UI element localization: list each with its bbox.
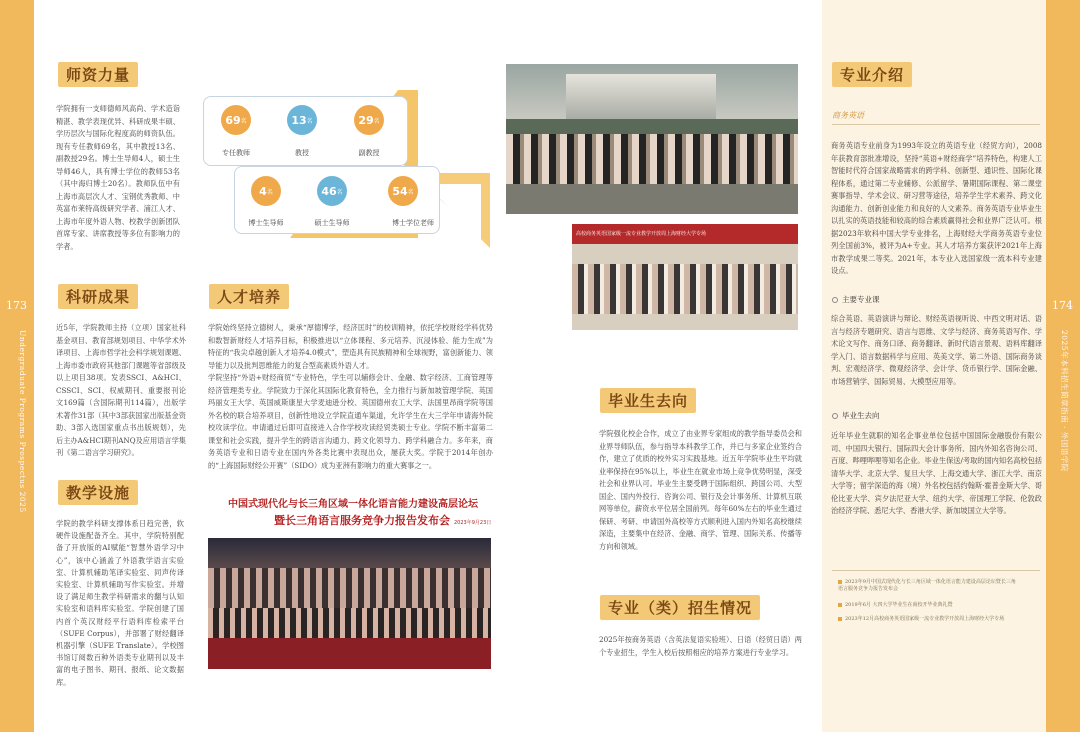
left-color-band [0, 0, 34, 732]
research-text: 近5年，学院教师主持（立项）国家社科基金项目、教育部规划项目、中华学术外译项目、上海市哲学社会科学规划课题、上海市委市政府其他部门课题等省部级及以上项目38项。发表SSCI、A&HCI、CSSCI、SCI、权威期刊、重要报刊论文169篇（含国际期刊114篇），出版学术著作31部（其中3部获国家出版基金资助、3部入选国家重点书出版规划），先后主办A&HCI期刊ANQ及应用语言学集刊《第二语言学习研究》。 [56, 323, 186, 457]
courses-title: 主要专业课 [832, 294, 880, 305]
stat-circle: 46 名 [317, 176, 347, 206]
admission-text: 2025年按商务英语（含英法复语实验班）、日语（经贸日语）两个专业招生，学生入校后按照相应的培养方案进行专业学习。 [599, 635, 802, 657]
banner-line-1: 中国式现代化与长三角区域一体化语言能力建设高层论坛 [228, 499, 478, 510]
talent-heading: 人才培养 [209, 284, 289, 309]
stat-circle: 29 名 [354, 105, 384, 135]
page-number-left: 173 [6, 299, 27, 312]
forum-group-photo [208, 538, 491, 669]
photo-note: 2023年9月中国式现代化与长三角区域一体化语言能力建设高层论坛暨长三角语言服务竞争力报告发布会 [838, 579, 1016, 592]
admission-heading: 专业（类）招生情况 [600, 595, 760, 620]
courses-text: 综合英语、英语演讲与辩论、财经英语视听说、中西文明对话、语言与经济专题研究、语言与思维、文学与经济、商务英语写作、学术论文写作、商务口译、商务翻译、新时代语言景观、语料库翻译学入门、语言数据科学与应用、英美文学、第二外语、国际商务谈判、宏观经济学、微观经济学、会计学、货币银行学、国际金融、市场营销学、国际贸易、大模型应用等。 [831, 314, 1042, 386]
page-number-right: 174 [1052, 299, 1073, 312]
talent-text-1: 学院始终坚持立德树人，秉承“厚德博学，经济匡时”的校训精神，依托学校财经学科优势和数智新财经人才培养目标，积极推进以“立体课程、多元培养、沉浸体验、能力生成”为特征的“我尖卓越创新人才培养4.0模式”，塑造具有民族精神和全球视野，富创新能力、领导能力以及批判思维能力的复合型高素质外语人才。 [208, 323, 493, 370]
facilities-heading: 教学设施 [58, 480, 138, 505]
faculty-heading: 师资力量 [58, 62, 138, 87]
stat-label: 副教授 [358, 149, 380, 157]
major-name: 商务英语 [832, 111, 864, 120]
stat-circle: 13 名 [287, 105, 317, 135]
stat-label: 硕士生导师 [314, 219, 350, 227]
major-text: 商务英语专业前身为1993年设立的英语专业（经贸方向），2008年获教育部批准增设，坚持“英语+财经商学”培养特色，构建人工智能时代符合国家战略需求的跨学科、创新型、通识性、国际化课程体系，通过第二专业辅修、公派留学、暑期国际课程、第二课堂赛事指导、学术会议、研习营等途径，培养学生学术素养、跨文化沟通能力、创新创业能力和良好的人文素养。商务英语专业毕业生以扎实的英语技能和较高的综合素质赢得社会和业界广泛认可。根据2023年软科中国大学专业排名，上海财经大学商务英语专业位列全国前3%，被评为A+专业。其人才培养方案获评2021年上海市教学成果二等奖。2021年，本专业入选国家级一流本科专业建设点。 [831, 141, 1042, 275]
stat-label: 博士学位老师 [392, 219, 434, 227]
stat-circle: 54 名 [388, 176, 418, 206]
side-text-right: 2025年本科招生简章指南 · 外国语学院 [1060, 330, 1069, 472]
research-heading: 科研成果 [58, 284, 138, 309]
stat-label: 教授 [295, 149, 309, 157]
talent-text-2: 学院坚持“外语+财经商贸”专业特色，学生可以辅修会计、金融、数字经济、工商管理等经济管理类专业。学院致力于深化其国际化教育特色，全力推行与新加坡管理学院、英国玛丽女王大学、英国威斯康星大学麦迪逊分校、英国德州农工大学、法国里昂商学院等国外名校的联合培养项目，创新性地设立学院直通车渠道，允许学生在大三学年申请海外院校攻读学位。申请通过后即可直接进入合作学校攻读经贸类硕士专业。学院不断丰富第二课堂和社会实践，提升学生的跨语言沟通力、跨文化领导力、跨学科融合力。多年来，商务英语专业和日语专业在国内外各类比赛中表现出众，屡获大奖。学院于2014年创办的“上海国际财经公开赛”（SIDO）成为亚洲有影响力的重大赛事之一。 [208, 373, 493, 470]
facilities-text: 学院的教学科研支撑体系日趋完善，软硬件设施配备齐全。其中，学院特别配备了开放版的AI赋能“智慧外语学习中心”，该中心涵盖了外语教学语言实验室、计算机辅助笔译实验室、同声传译实验室、计算机辅助写作实验室。并增设了满足师生教学科研需求的翻与认知实验室和语料库实验室。学院创建了国内首个英汉财经平行语料库检索平台（SUFE Corpus），并部署了财经翻译机器引擎（SUFE Translate）。学校图书馆订阅数百种外语类专业期刊以及丰富的电子图书、期刊、报纸、论文数据库。 [56, 519, 184, 687]
stat-label: 博士生导师 [248, 219, 284, 227]
classroom-photo-caption: 高校商务英语国家级一流专业教学开放周上海财经大学专场 [576, 231, 707, 237]
photo-note: 2023年12月高校商务英语国家级一流专业教学开放周上海财经大学专场 [838, 616, 1018, 623]
major-divider [832, 124, 1040, 125]
graduates-heading: 毕业生去向 [600, 388, 696, 413]
stat-label: 专任教师 [222, 149, 250, 157]
major-heading: 专业介绍 [832, 62, 912, 87]
side-text-left: Undergraduate Programs Prospectus 2025 [18, 330, 27, 513]
faculty-text: 学院拥有一支师德师风高尚、学术造诣精湛、教学表现优异、科研成果丰硕、学历层次与国际化程度高的师资队伍。现有专任教师69名，其中教授13名、副教授29名。博士生导师4人，硕士生导师46人，具有博士学位的教师53名（其中海归博士20名）。教师队伍中有上海市高层次人才、宝钢优秀教师、中英富布莱特高级研究学者、浦江人才、上海市年度外语人物、校教学创新团队首席专家、讲席教授等多位有影响力的学者。 [56, 104, 180, 251]
classroom-photo [572, 224, 798, 330]
banner-line-2: 暨长三角语言服务竞争力报告发布会 2023年9月23日 [274, 514, 492, 527]
group-photo-top [506, 64, 798, 214]
notes-divider [832, 570, 1040, 571]
stat-circle: 69 名 [221, 105, 251, 135]
stat-circle: 4 名 [251, 176, 281, 206]
photo-note: 2019年6月 大四大学毕业生在商校开毕业典礼暨 [838, 602, 1018, 609]
forum-banner [208, 488, 491, 538]
destinations-text: 近年毕业生就职的知名企事业单位包括中国国际金融股份有限公司、中国四大银行、国际四大会计事务所、国内外知名咨询公司、百度、哔哩哔哩等知名企业。毕业生保送/考取的国内知名高校包括清华大学、北京大学、复旦大学、上海交通大学、浙江大学、南京大学等；留学深造的海（境）外名校包括约翰斯·霍普金斯大学、哥伦比亚大学、宾夕法尼亚大学、纽约大学、帝国理工学院、伦敦政治经济学院、悉尼大学、香港大学、新加坡国立大学等。 [831, 431, 1042, 515]
destinations-title: 毕业生去向 [832, 410, 880, 421]
graduates-text: 学院强化校企合作，成立了由业界专家组成的教学指导委员会和业界导师队伍，参与指导本科教学工作，并已与多家企业签约合作，建立了优质的校外实习实践基地。近五年学院毕业生平均就业率保持在95%以上，毕业生在就业市场上竞争优势明显，深受社会和业界认可。毕业生主要受聘于国际组织、跨国公司、大型国企、国内外投行、咨询公司、银行及会计事务所、计算机互联网等单位，薪资水平位居全国前列。每年60%左右的毕业生通过保研、考研、申请国外高校等方式顺利进入国内外知名高校继续深造，主要集中在经济、金融、商学、管理、国际关系、传播等方向和领域。 [599, 429, 802, 551]
